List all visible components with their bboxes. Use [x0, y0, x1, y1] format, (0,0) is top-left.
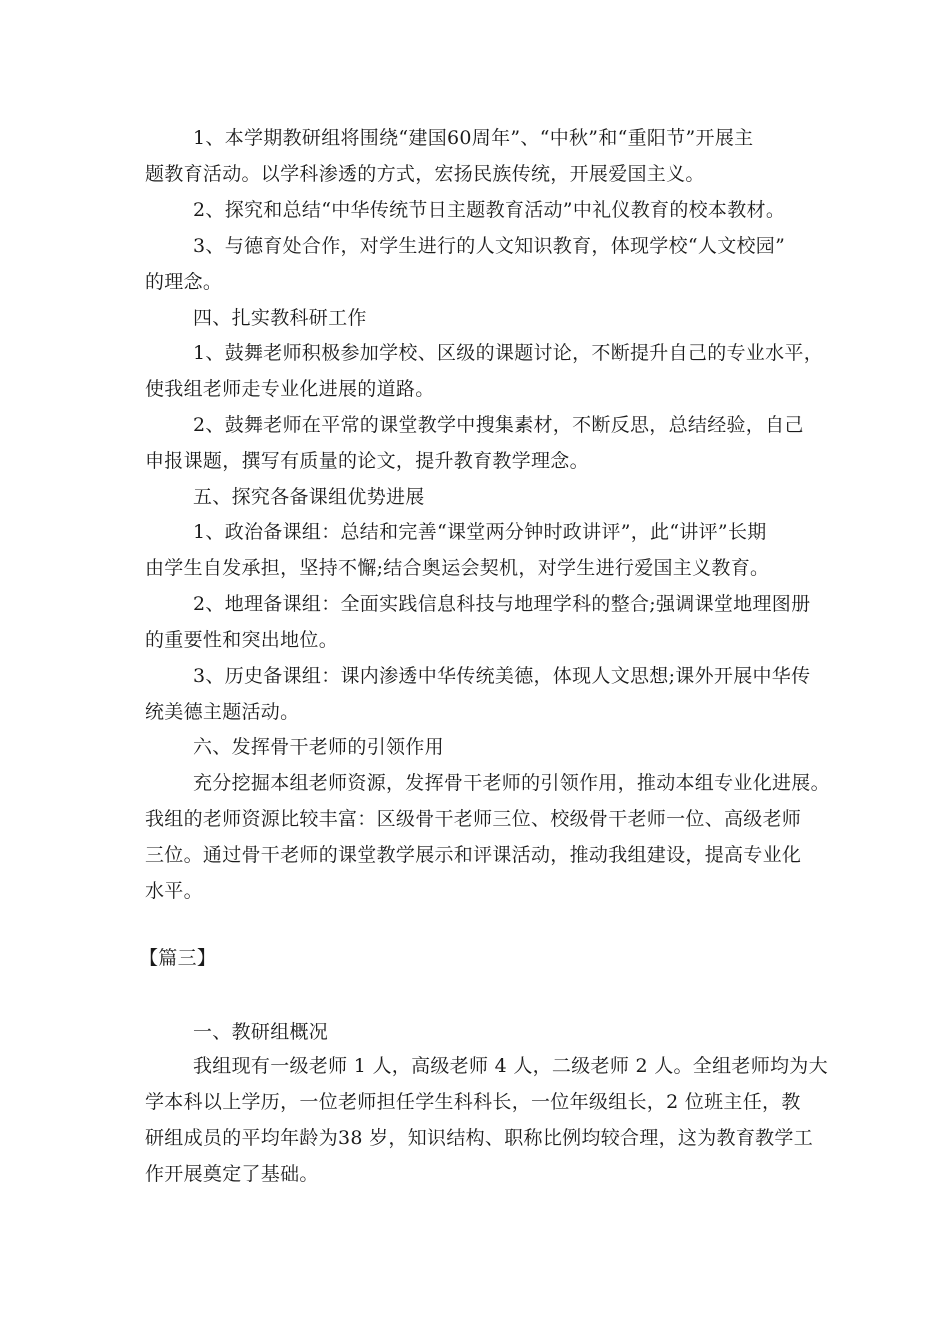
section-heading: 六、发挥骨干老师的引领作用: [193, 736, 444, 758]
paragraph-line: 的理念。: [145, 271, 223, 293]
paragraph-line: 我组现有一级老师 1 人，高级老师 4 人，二级老师 2 人。全组老师均为大: [193, 1055, 828, 1077]
paragraph-line: 使我组老师走专业化进展的道路。: [145, 378, 435, 400]
paragraph-line: 2、探究和总结“中华传统节日主题教育活动”中礼仪教育的校本教材。: [193, 199, 786, 221]
paragraph-line: 水平。: [145, 880, 203, 902]
paragraph-line: 2、鼓舞老师在平常的课堂教学中搜集素材，不断反思，总结经验，自己: [193, 414, 804, 436]
section-heading: 一、教研组概况: [193, 1021, 329, 1043]
paragraph-line: 3、历史备课组：课内渗透中华传统美德，体现人文思想;课外开展中华传: [193, 665, 811, 687]
paragraph-line: 3、与德育处合作，对学生进行的人文知识教育，体现学校“人文校园”: [193, 235, 786, 257]
paragraph-line: 作开展奠定了基础。: [145, 1163, 319, 1185]
paragraph-line: 我组的老师资源比较丰富：区级骨干老师三位、校级骨干老师一位、高级老师: [145, 808, 802, 830]
paragraph-line: 1、本学期教研组将围绕“建国60周年”、“中秋”和“重阳节”开展主: [193, 127, 754, 149]
paragraph-line: 申报课题，撰写有质量的论文，提升教育教学理念。: [145, 450, 589, 472]
paragraph-line: 1、鼓舞老师积极参加学校、区级的课题讨论，不断提升自己的专业水平，: [193, 342, 823, 364]
paragraph-line: 三位。通过骨干老师的课堂教学展示和评课活动，推动我组建设，提高专业化: [145, 844, 802, 866]
paragraph-line: 题教育活动。以学科渗透的方式，宏扬民族传统，开展爱国主义。: [145, 163, 705, 185]
paragraph-line: 学本科以上学历，一位老师担任学生科科长，一位年级组长，2 位班主任，教: [145, 1091, 801, 1113]
paragraph-line: 1、政治备课组：总结和完善“课堂两分钟时政讲评”，此“讲评”长期: [193, 521, 767, 543]
paragraph-line: 统美德主题活动。: [145, 701, 300, 723]
paragraph-line: 的重要性和突出地位。: [145, 629, 339, 651]
paragraph-line: 充分挖掘本组老师资源，发挥骨干老师的引领作用，推动本组专业化进展。: [193, 772, 830, 794]
section-heading: 五、探究各备课组优势进展: [193, 486, 425, 508]
part-heading: 【篇三】: [139, 947, 217, 969]
paragraph-line: 研组成员的平均年龄为38 岁，知识结构、职称比例均较合理，这为教育教学工: [145, 1127, 814, 1149]
paragraph-line: 由学生自发承担，坚持不懈;结合奥运会契机，对学生进行爱国主义教育。: [145, 557, 770, 579]
paragraph-line: 2、地理备课组：全面实践信息科技与地理学科的整合;强调课堂地理图册: [193, 593, 811, 615]
section-heading: 四、扎实教科研工作: [193, 307, 367, 329]
